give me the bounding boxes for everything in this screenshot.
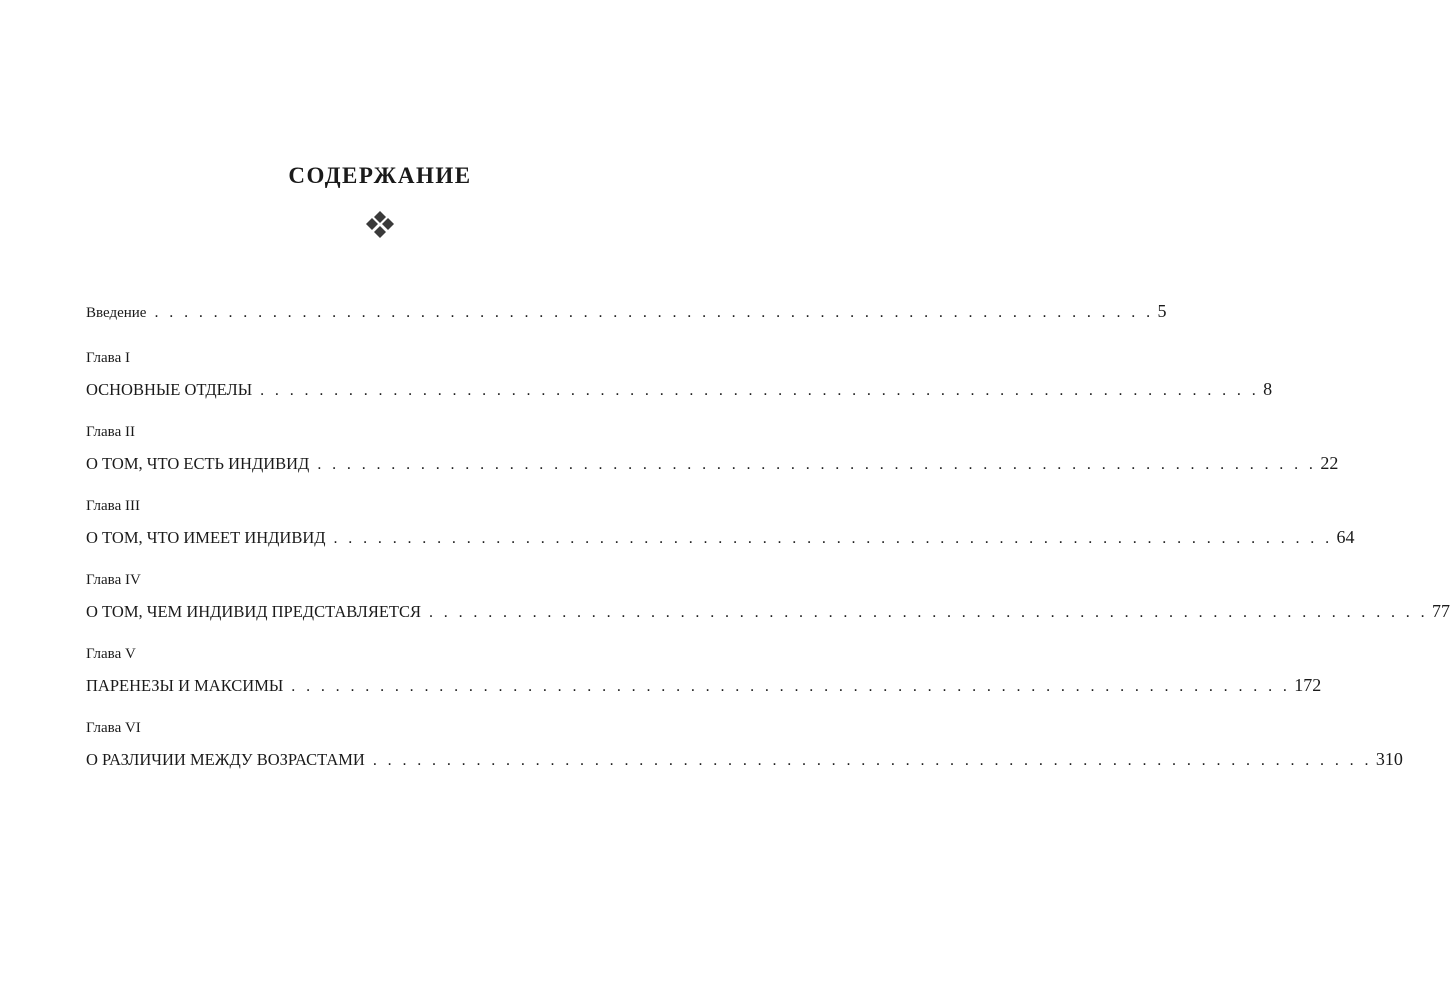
toc-entry-title: О ТОМ, ЧТО ЕСТЬ ИНДИВИД (86, 454, 310, 473)
toc-page-number: 8 (1263, 379, 1273, 399)
dot-leader: . . . . . . . . . . . . . . . . . . . . . . . . . . . . . . . . . . . . . . . . . . . . . . . . . . . . . . . . . . . . . . . . . . . . (372, 752, 1372, 769)
chapter-label: Глава V (86, 646, 136, 662)
toc-entry-title: О ТОМ, ЧТО ИМЕЕТ ИНДИВИД (86, 528, 326, 547)
toc-page-number: 64 (1336, 527, 1355, 547)
dot-leader: . . . . . . . . . . . . . . . . . . . . . . . . . . . . . . . . . . . . . . . . . . . . . . . . . . . . . . . . . . . . . . . . . . . . (260, 382, 1260, 399)
toc-page-number: 172 (1294, 675, 1322, 695)
dot-leader: . . . . . . . . . . . . . . . . . . . . . . . . . . . . . . . . . . . . . . . . . . . . . . . . . . . . . . . . . . . . . . . . . . . . (429, 604, 1428, 621)
toc-entry-chapter-1[interactable] (86, 378, 1273, 400)
toc-entry-title: О ТОМ, ЧЕМ ИНДИВИД ПРЕДСТАВЛЯЕТСЯ (86, 602, 421, 621)
toc-entry-chapter-3[interactable] (86, 526, 1355, 548)
toc-entry-title: О РАЗЛИЧИИ МЕЖДУ ВОЗРАСТАМИ (86, 750, 365, 769)
toc-entry-chapter-5[interactable] (86, 674, 1322, 696)
dot-leader: . . . . . . . . . . . . . . . . . . . . . . . . . . . . . . . . . . . . . . . . . . . . . . . . . . . . . . . . . . . . . . . . . . . . (154, 304, 1154, 321)
dot-leader: . . . . . . . . . . . . . . . . . . . . . . . . . . . . . . . . . . . . . . . . . . . . . . . . . . . . . . . . . . . . . . . . . . . . (333, 530, 1333, 547)
toc-page-number: 22 (1320, 453, 1339, 473)
toc-entry-chapter-4[interactable] (86, 600, 1450, 622)
toc-entry-title: Введение (86, 305, 147, 321)
dot-leader: . . . . . . . . . . . . . . . . . . . . . . . . . . . . . . . . . . . . . . . . . . . . . . . . . . . . . . . . . . . . . . . . . . . . (317, 456, 1317, 473)
four-diamond-ornament-icon (363, 210, 397, 240)
page-title: СОДЕРЖАНИЕ (288, 163, 472, 188)
toc-entry-chapter-6[interactable] (86, 748, 1403, 770)
toc-page-number: 5 (1157, 301, 1167, 321)
toc-page-number: 310 (1375, 749, 1403, 769)
chapter-label: Глава I (86, 350, 130, 366)
toc-entry-title: ПАРЕНЕЗЫ И МАКСИМЫ (86, 676, 284, 695)
toc-entry-chapter-2[interactable] (86, 452, 1339, 474)
chapter-label: Глава IV (86, 572, 141, 588)
chapter-label: Глава II (86, 424, 135, 440)
toc-entry-intro[interactable] (86, 296, 1167, 326)
chapter-label: Глава III (86, 498, 140, 514)
table-of-contents (86, 296, 1450, 770)
dot-leader: . . . . . . . . . . . . . . . . . . . . . . . . . . . . . . . . . . . . . . . . . . . . . . . . . . . . . . . . . . . . . . . . . . . . (291, 678, 1291, 695)
toc-page-number: 77 (1432, 601, 1450, 621)
chapter-label: Глава VI (86, 720, 141, 736)
toc-entry-title: ОСНОВНЫЕ ОТДЕЛЫ (86, 380, 253, 399)
